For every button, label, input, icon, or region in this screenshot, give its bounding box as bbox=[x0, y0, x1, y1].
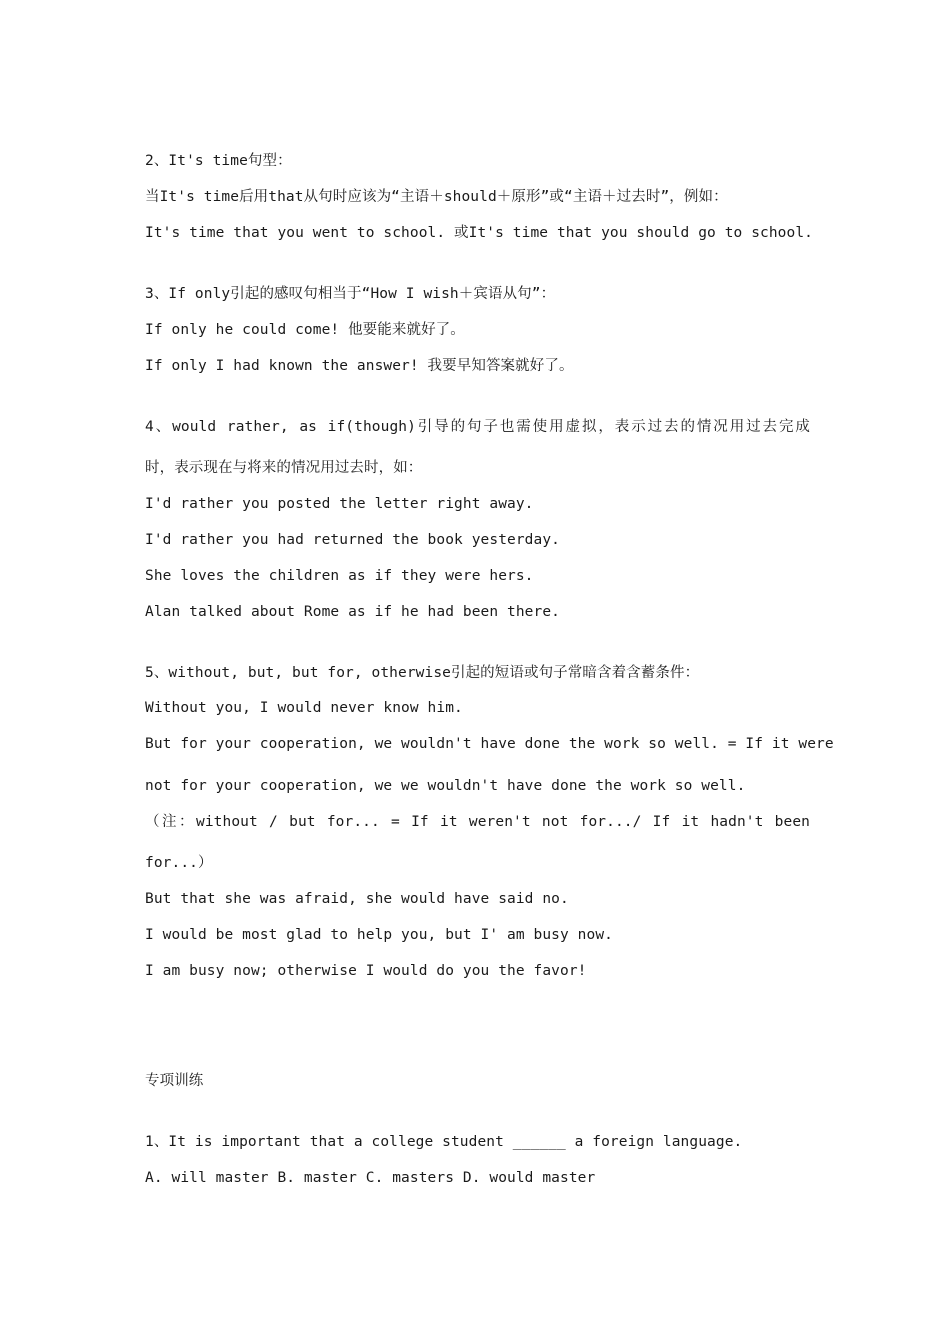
section-5-note: for...） bbox=[145, 855, 213, 871]
section-2-heading: 2、It's time句型： bbox=[145, 153, 292, 169]
section-2-line: It's time that you went to school. 或It's time that you should go to school. bbox=[145, 225, 813, 241]
section-4-line: I'd rather you had returned the book yesterday. bbox=[145, 532, 560, 548]
section-5-line: I would be most glad to help you, but I' am busy now. bbox=[145, 927, 613, 943]
section-5-note: （注：without / but for... = If it weren't not for.../ If it hadn't been bbox=[145, 814, 810, 830]
section-3-heading: 3、If only引起的感叹句相当于“How I wish＋宾语从句”： bbox=[145, 286, 556, 302]
question-1: 1、It is important that a college student ______ a foreign language. bbox=[145, 1134, 743, 1150]
section-4-line: I'd rather you posted the letter right away. bbox=[145, 496, 534, 512]
section-5-line: But that she was afraid, she would have said no. bbox=[145, 891, 569, 907]
section-4-line: Alan talked about Rome as if he had been there. bbox=[145, 604, 560, 620]
question-1-options: A. will master B. master C. masters D. would master bbox=[145, 1170, 596, 1186]
section-3-line: If only I had known the answer! 我要早知答案就好了。 bbox=[145, 358, 574, 374]
section-4-line: She loves the children as if they were hers. bbox=[145, 568, 534, 584]
section-5-line: I am busy now; otherwise I would do you the favor! bbox=[145, 963, 587, 979]
section-2-line: 当It's time后用that从句时应该为“主语＋should＋原形”或“主语＋过去时”，例如： bbox=[145, 189, 728, 205]
practice-title: 专项训练 bbox=[145, 1073, 204, 1089]
section-5-line: not for your cooperation, we we wouldn't have done the work so well. bbox=[145, 778, 746, 794]
section-4-heading: 4、would rather, as if(though)引导的句子也需使用虚拟，表示过去的情况用过去完成 bbox=[145, 419, 810, 435]
section-4-line: 时，表示现在与将来的情况用过去时，如： bbox=[145, 460, 423, 476]
section-5-heading: 5、without, but, but for, otherwise引起的短语或句子常暗含着含蓄条件： bbox=[145, 665, 700, 681]
section-3-line: If only he could come! 他要能来就好了。 bbox=[145, 322, 465, 338]
section-5-line: But for your cooperation, we wouldn't have done the work so well. = If it were bbox=[145, 736, 834, 752]
section-5-line: Without you, I would never know him. bbox=[145, 700, 463, 716]
